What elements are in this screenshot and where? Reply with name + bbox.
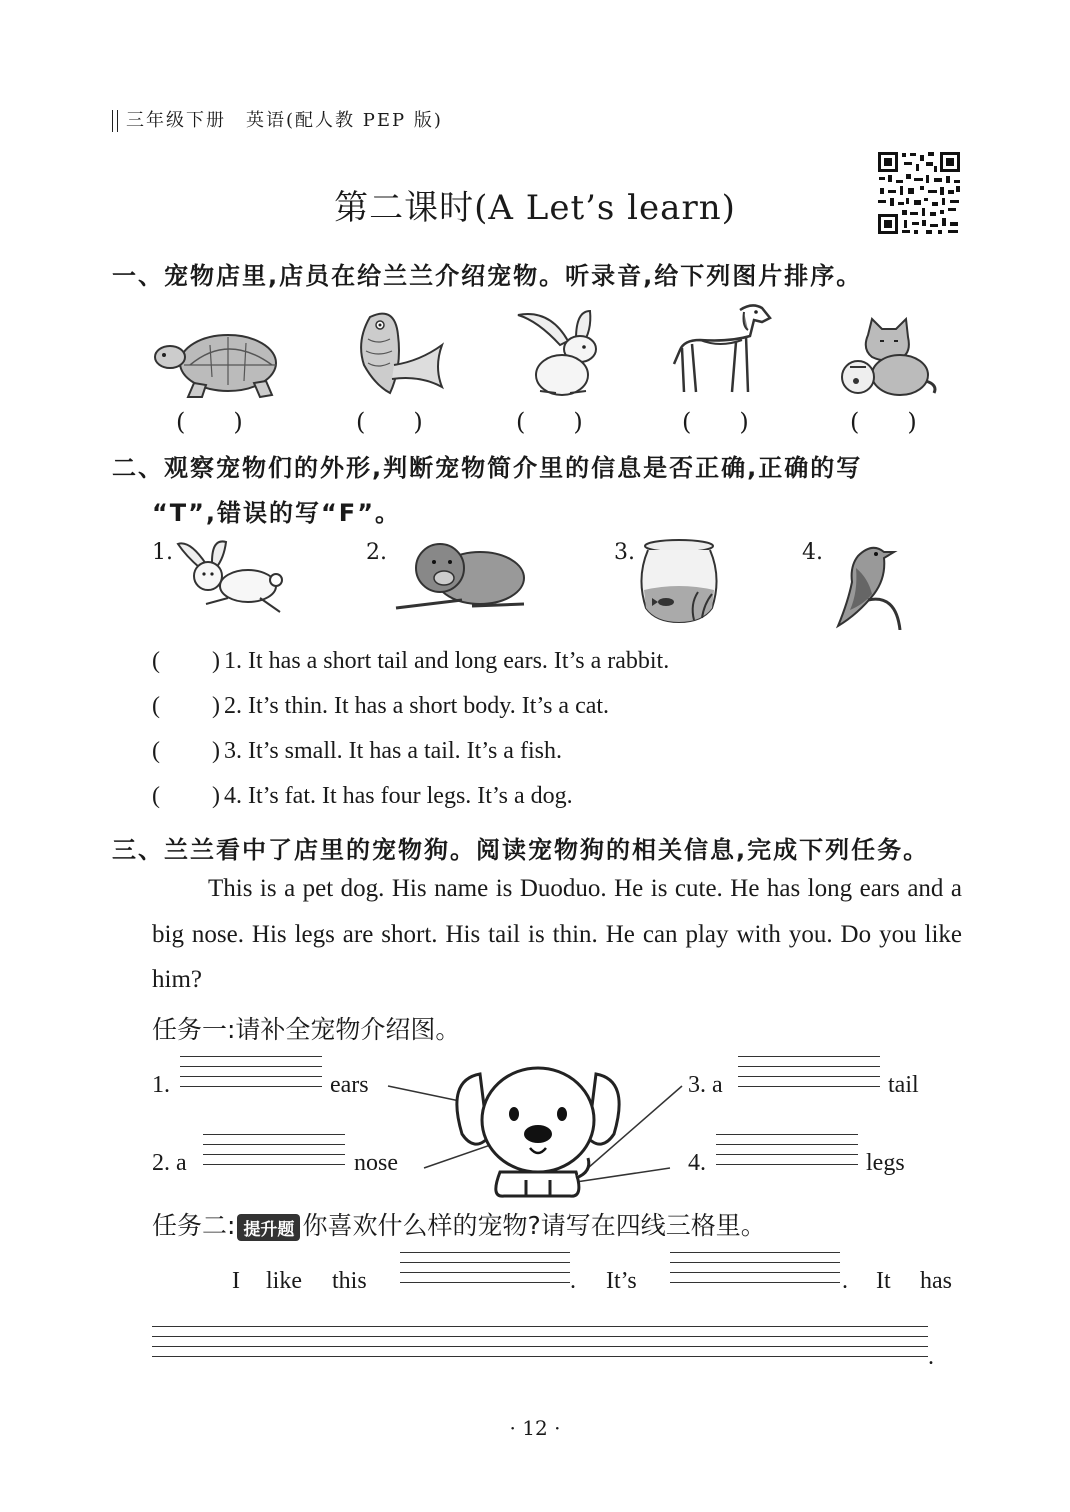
four-line-blank-4[interactable] xyxy=(716,1134,858,1174)
cat-image xyxy=(838,315,938,397)
four-line-blank-1[interactable] xyxy=(180,1056,322,1096)
rabbit-image xyxy=(176,538,286,618)
order-blank-3[interactable]: ( ) xyxy=(516,408,583,436)
sentence-end-period: . xyxy=(928,1344,934,1370)
section2-heading-line1: 二、观察宠物们的外形,判断宠物简介里的信息是否正确,正确的写 xyxy=(112,454,863,482)
diagram-label-1-num: 1. xyxy=(152,1072,170,1098)
answer-close-paren[interactable]: ) xyxy=(212,648,220,674)
picture-label-3: 3. xyxy=(614,540,635,565)
sentence-word-this: this xyxy=(332,1268,367,1294)
statement-text: 2. It’s thin. It has a short body. It’s a cat. xyxy=(224,693,610,719)
section3-heading: 三、兰兰看中了店里的宠物狗。阅读宠物狗的相关信息,完成下列任务。 xyxy=(112,836,930,864)
sentence-word-has: has xyxy=(920,1268,952,1294)
answer-open-paren[interactable]: ( xyxy=(152,738,160,764)
section2-heading-line2: “T”,错误的写“F”。 xyxy=(152,499,401,527)
sentence-period-1: . xyxy=(570,1268,576,1294)
answer-open-paren[interactable]: ( xyxy=(152,648,160,674)
fishbowl-image xyxy=(636,538,722,624)
four-line-blank-2[interactable] xyxy=(203,1134,345,1174)
statement-2 xyxy=(152,693,609,720)
page-title: 第二课时(A Let’s learn) xyxy=(334,188,736,228)
answer-open-paren[interactable]: ( xyxy=(152,783,160,809)
statement-3 xyxy=(152,738,562,765)
answer-close-paren[interactable]: ) xyxy=(212,783,220,809)
task2-label xyxy=(152,1206,766,1242)
sentence-period-2: . xyxy=(842,1268,848,1294)
picture-label-2: 2. xyxy=(366,540,387,565)
statement-text: 1. It has a short tail and long ears. It’s a rabbit. xyxy=(224,648,670,674)
header-bar-mark xyxy=(112,110,118,132)
sentence-word-it: It xyxy=(876,1268,891,1294)
four-line-writing-area[interactable] xyxy=(152,1326,928,1366)
order-blank-2[interactable]: ( ) xyxy=(356,408,423,436)
book-header xyxy=(112,106,443,132)
task2-prefix: 任务二: xyxy=(152,1211,236,1240)
order-blank-5[interactable]: ( ) xyxy=(850,408,917,436)
sentence-word-its: It’s xyxy=(606,1268,637,1294)
rabbit-image xyxy=(510,305,605,400)
advanced-badge: 提升题 xyxy=(237,1214,300,1241)
task2-text: 你喜欢什么样的宠物?请写在四线三格里。 xyxy=(302,1211,766,1240)
picture-label-4: 4. xyxy=(802,540,823,565)
diagram-label-4-word: legs xyxy=(866,1150,905,1176)
order-blank-1[interactable]: ( ) xyxy=(176,408,243,436)
diagram-label-3-num: 3. a xyxy=(688,1072,723,1098)
answer-close-paren[interactable]: ) xyxy=(212,738,220,764)
turtle-image xyxy=(150,325,285,400)
diagram-label-3-word: tail xyxy=(888,1072,919,1098)
dog-image xyxy=(392,538,532,613)
dog-image xyxy=(670,300,775,395)
answer-close-paren[interactable]: ) xyxy=(212,693,220,719)
page-number: · 12 · xyxy=(509,1416,561,1440)
fish-image xyxy=(350,305,445,400)
diagram-label-2-word: nose xyxy=(354,1150,398,1176)
answer-open-paren[interactable]: ( xyxy=(152,693,160,719)
diagram-label-1-word: ears xyxy=(330,1072,369,1098)
bird-image xyxy=(828,538,908,630)
order-blank-4[interactable]: ( ) xyxy=(682,408,749,436)
statement-text: 3. It’s small. It has a tail. It’s a fish. xyxy=(224,738,562,764)
reading-passage xyxy=(152,866,962,1003)
statement-text: 4. It’s fat. It has four legs. It’s a dog. xyxy=(224,783,573,809)
picture-label-1: 1. xyxy=(152,540,173,565)
statement-4 xyxy=(152,783,573,810)
diagram-label-2-num: 2. a xyxy=(152,1150,187,1176)
four-line-blank-3[interactable] xyxy=(738,1056,880,1096)
four-line-blank-5[interactable] xyxy=(400,1252,570,1292)
qr-code-icon[interactable] xyxy=(876,150,962,236)
section1-heading: 一、宠物店里,店员在给兰兰介绍宠物。听录音,给下列图片排序。 xyxy=(112,262,863,290)
statement-1 xyxy=(152,648,669,675)
sentence-word-like: like xyxy=(266,1268,302,1294)
task1-label: 任务一:请补全宠物介绍图。 xyxy=(152,1015,461,1044)
passage-text: This is a pet dog. His name is Duoduo. He is cute. He has long ears and a big nose. His legs are short. His tail is thin. He can play with you. Do you like him? xyxy=(152,875,962,993)
diagram-label-4-num: 4. xyxy=(688,1150,706,1176)
four-line-blank-6[interactable] xyxy=(670,1252,840,1292)
header-text: 三年级下册 英语(配人教 PEP 版) xyxy=(126,110,443,131)
puppy-diagram-image xyxy=(380,1060,690,1200)
sentence-word-i: I xyxy=(232,1268,240,1294)
